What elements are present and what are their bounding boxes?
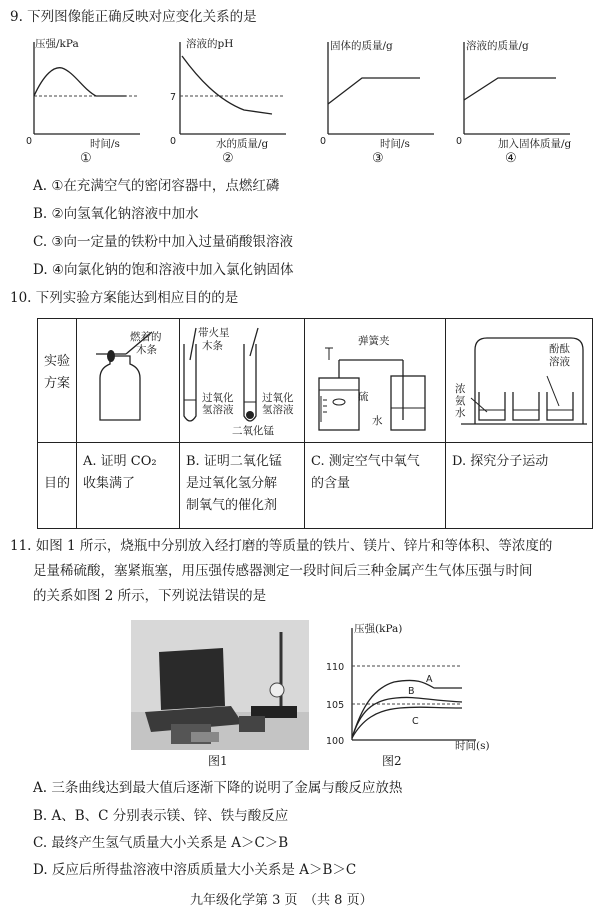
g2-origin: 0 <box>170 136 177 146</box>
series-a-label: A <box>426 674 433 685</box>
q10-head-line2: 方案 <box>43 376 70 391</box>
purpose-c-line1: C. 测定空气中氧气 <box>311 454 420 469</box>
g1-ylabel: 压强/kPa <box>35 38 79 50</box>
q9-title: 9. 下列图像能正确反映对应变化关系的是 <box>10 9 257 25</box>
label-water: 水 <box>372 415 383 427</box>
q10-purpose-a <box>77 443 180 529</box>
q10-row-purpose-head <box>38 443 77 529</box>
ytick-110: 110 <box>326 662 345 673</box>
q11-option-a: A. 三条曲线达到最大值后逐渐下降的说明了金属与酸反应放热 <box>33 780 403 796</box>
label-h2o2-1a: 过氧化 <box>202 392 234 404</box>
g3-origin: 0 <box>320 136 327 146</box>
lab-setup-photo <box>131 620 309 750</box>
series-c-label: C <box>412 716 419 727</box>
series-c-line <box>352 707 462 738</box>
label-h2o2-2b: 氢溶液 <box>262 404 294 416</box>
q11-option-d: D. 反应后所得盐溶液中溶质质量大小关系是 A＞B＞C <box>33 862 357 878</box>
label-stick-b: 木条 <box>202 340 223 352</box>
g3-xlabel: 时间/s <box>380 138 410 150</box>
bottle-with-burning-stick-icon <box>78 320 178 440</box>
q11-line2: 足量稀硫酸，塞紧瓶塞，用压强传感器测定一段时间后三种金属产生气体压强与时间 <box>33 563 533 579</box>
label-phenolphthalein-1: 酚酞 <box>549 343 570 355</box>
figure-2-caption: 图2 <box>382 754 402 768</box>
purpose-a-line2: 收集满了 <box>83 476 136 491</box>
purpose-d-line1: D. 探究分子运动 <box>452 454 549 469</box>
two-test-tubes-icon <box>178 320 304 442</box>
g4-number: ④ <box>505 151 517 166</box>
q9-option-c: C. ③向一定量的铁粉中加入过量硝酸银溶液 <box>33 234 294 250</box>
g3-number: ③ <box>372 151 384 166</box>
series-b-label: B <box>408 686 415 697</box>
ytick-105: 105 <box>326 700 345 711</box>
purpose-b-line3: 制氧气的催化剂 <box>186 498 278 513</box>
label-phenolphthalein-2: 溶液 <box>549 356 570 368</box>
page-footer: 九年级化学第 3 页 （共 8 页） <box>190 893 373 908</box>
q9-option-d: D. ④向氯化钠的饱和溶液中加入氯化钠固体 <box>33 262 294 278</box>
q10-purpose-c <box>305 443 446 529</box>
chart-ylabel: 压强(kPa) <box>354 623 403 635</box>
ytick-100: 100 <box>326 736 345 747</box>
g1-number: ① <box>80 151 92 166</box>
g1-origin: 0 <box>26 136 33 146</box>
g4-xlabel: 加入固体质量/g <box>498 138 572 150</box>
g4-ylabel: 溶液的质量/g <box>466 40 529 52</box>
q10-row-scheme-head <box>38 319 77 443</box>
molecular-motion-apparatus-icon <box>447 320 593 442</box>
q9-option-b: B. ②向氢氧化钠溶液中加水 <box>33 206 199 222</box>
chart-xlabel: 时间(s) <box>455 740 490 752</box>
q9-graph-2 <box>168 34 288 146</box>
purpose-b-line2: 是过氧化氢分解 <box>186 476 278 491</box>
g2-number: ② <box>222 151 234 166</box>
label-ammonia-1: 浓 <box>455 383 466 395</box>
purpose-a-line1: A. 证明 CO₂ <box>83 454 157 469</box>
label-spring-clip: 弹簧夹 <box>358 335 390 347</box>
purpose-b-line1: B. 证明二氧化锰 <box>186 454 282 469</box>
label-sulfur: 硫 <box>358 391 369 403</box>
q11-line1: 11. 如图 1 所示，烧瓶中分别放入经打磨的等质量的铁片、镁片、锌片和等体积、等浓度的 <box>10 538 553 554</box>
q10-purpose-d <box>446 443 593 529</box>
label-h2o2-1b: 氢溶液 <box>202 404 234 416</box>
q9-option-a: A. ①在充满空气的密闭容器中，点燃红磷 <box>33 178 280 194</box>
label-ammonia-3: 水 <box>455 407 466 419</box>
g3-ylabel: 固体的质量/g <box>330 40 393 52</box>
g2-xlabel: 水的质量/g <box>216 138 269 150</box>
label-glowing-stick: 带火星 <box>198 327 230 339</box>
label-burning-stick: 燃着的 <box>130 331 162 343</box>
label-h2o2-2a: 过氧化 <box>262 392 294 404</box>
q10-title: 10. 下列实验方案能达到相应目的的是 <box>10 290 239 306</box>
g2-ylabel: 溶液的pH <box>186 38 234 50</box>
purpose-c-line2: 的含量 <box>311 476 351 491</box>
q10-purpose-head: 目的 <box>43 476 70 491</box>
q10-head-line1: 实验 <box>43 354 70 369</box>
q11-line3: 的关系如图 2 所示，下列说法错误的是 <box>33 588 267 604</box>
q11-option-b: B. A、B、C 分别表示镁、锌、铁与酸反应 <box>33 808 289 824</box>
q9-graph-1 <box>22 34 142 146</box>
q11-option-c: C. 最终产生氢气质量大小关系是 A＞C＞B <box>33 835 289 851</box>
pressure-time-chart <box>312 620 480 752</box>
g2-tick-7: 7 <box>170 92 177 103</box>
label-mno2: 二氧化锰 <box>232 425 274 437</box>
g1-xlabel: 时间/s <box>90 138 120 150</box>
g4-origin: 0 <box>456 136 463 146</box>
label-ammonia-2: 氨 <box>455 395 466 407</box>
figure-1-caption: 图1 <box>208 754 228 768</box>
q10-purpose-b <box>180 443 305 529</box>
label-stick-a: 木条 <box>136 344 157 356</box>
